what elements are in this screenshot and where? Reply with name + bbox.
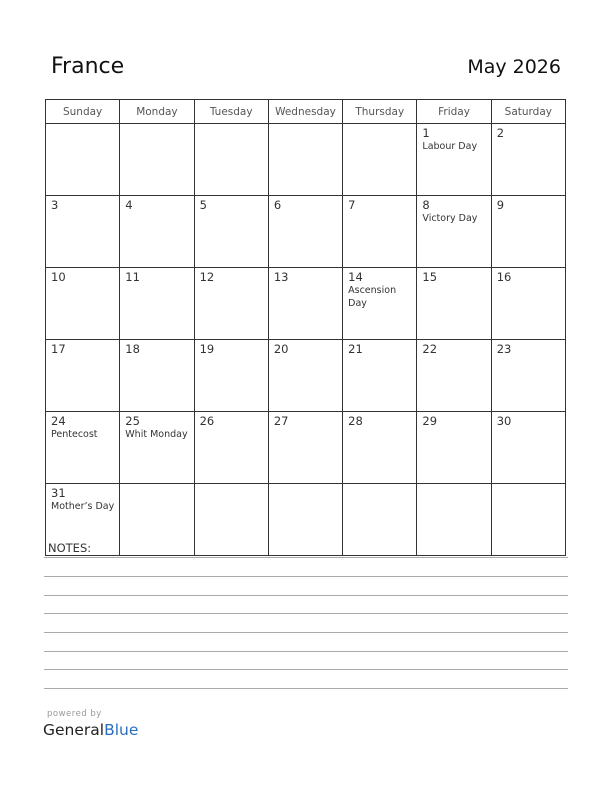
note-line: [44, 576, 568, 577]
holiday-label: Whit Monday: [125, 429, 188, 440]
day-number: 24: [51, 414, 66, 428]
day-number: 5: [199, 198, 207, 212]
day-number: 3: [51, 198, 59, 212]
calendar-day-cell: [343, 268, 417, 340]
calendar-empty-cell: [194, 484, 268, 556]
day-number: 11: [125, 270, 140, 284]
calendar-day-cell: [46, 412, 120, 484]
calendar-day-cell: [194, 196, 268, 268]
day-number: 25: [125, 414, 140, 428]
calendar-day-cell: [343, 340, 417, 412]
day-number: 22: [422, 342, 438, 356]
calendar-day-cell: [343, 412, 417, 484]
note-line: [44, 613, 568, 614]
calendar-week-row: [46, 412, 566, 484]
calendar-day-cell: [46, 196, 120, 268]
weekday-tuesday: Tuesday: [194, 100, 268, 124]
calendar-grid: [45, 99, 566, 556]
country-title: France: [51, 54, 125, 79]
day-number: 10: [51, 270, 66, 284]
calendar-empty-cell: [268, 484, 342, 556]
day-number: 13: [273, 270, 289, 284]
holiday-label: Pentecost: [51, 429, 98, 440]
calendar-empty-cell: [343, 124, 417, 196]
weekday-sunday: Sunday: [46, 100, 120, 124]
note-line: [44, 557, 568, 558]
calendar-day-cell: [268, 340, 342, 412]
calendar-empty-cell: [120, 124, 194, 196]
calendar-day-cell: [46, 340, 120, 412]
calendar-day-cell: [120, 196, 194, 268]
calendar-day-cell: [417, 268, 491, 340]
day-number: 27: [273, 414, 289, 428]
day-number: 17: [51, 342, 66, 356]
day-number: 26: [199, 414, 215, 428]
calendar-empty-cell: [343, 484, 417, 556]
calendar-empty-cell: [268, 124, 342, 196]
brand-general: General: [43, 721, 105, 739]
day-number: 21: [348, 342, 363, 356]
notes-label: NOTES:: [48, 541, 92, 555]
holiday-label: Victory Day: [422, 213, 478, 224]
calendar-day-cell: [417, 412, 491, 484]
day-number: 9: [496, 198, 505, 212]
brand-logo: [43, 721, 138, 739]
day-number: 31: [51, 486, 66, 500]
calendar-day-cell: [194, 340, 268, 412]
brand-blue: Blue: [104, 721, 139, 739]
calendar-day-cell: [194, 412, 268, 484]
day-number: 28: [348, 414, 363, 428]
weekday-wednesday: Wednesday: [268, 100, 342, 124]
day-number: 14: [348, 270, 363, 284]
calendar-day-cell: [491, 340, 565, 412]
day-number: 8: [422, 198, 430, 212]
calendar-day-cell: [120, 340, 194, 412]
day-number: 30: [496, 414, 512, 428]
calendar-week-row: [46, 196, 566, 268]
day-number: 29: [422, 414, 438, 428]
calendar-day-cell: [268, 268, 342, 340]
calendar-body: [46, 124, 566, 556]
day-number: 18: [125, 342, 140, 356]
calendar-week-row: [46, 484, 566, 556]
holiday-label: Mother’s Day: [51, 501, 115, 512]
calendar-day-cell: [268, 412, 342, 484]
day-number: 2: [496, 126, 505, 140]
calendar-day-cell: [194, 268, 268, 340]
note-line: [44, 651, 568, 652]
calendar-day-cell: [491, 124, 565, 196]
day-number: 19: [199, 342, 215, 356]
weekday-thursday: Thursday: [343, 100, 417, 124]
calendar-empty-cell: [417, 484, 491, 556]
holiday-label: Labour Day: [422, 141, 478, 152]
day-number: 12: [199, 270, 215, 284]
calendar-empty-cell: [194, 124, 268, 196]
calendar-week-row: [46, 340, 566, 412]
note-line: [44, 595, 568, 596]
calendar-day-cell: [491, 268, 565, 340]
powered-by-text: powered by: [47, 709, 102, 719]
weekday-friday: Friday: [417, 100, 491, 124]
calendar-week-row: [46, 268, 566, 340]
day-number: 23: [496, 342, 512, 356]
calendar-day-cell: [120, 412, 194, 484]
calendar-day-cell: [417, 340, 491, 412]
day-number: 7: [348, 198, 356, 212]
note-line: [44, 632, 568, 633]
calendar-week-row: [46, 124, 566, 196]
weekday-header-row: [46, 100, 566, 124]
day-number: 20: [273, 342, 289, 356]
day-number: 1: [422, 126, 430, 140]
calendar-day-cell: [268, 196, 342, 268]
calendar-day-cell: [417, 196, 491, 268]
calendar-day-cell: [343, 196, 417, 268]
calendar-empty-cell: [46, 124, 120, 196]
month-year-title: May 2026: [467, 56, 561, 78]
day-number: 6: [273, 198, 282, 212]
holiday-label: Ascension Day: [348, 285, 397, 309]
calendar-empty-cell: [120, 484, 194, 556]
calendar-day-cell: [120, 268, 194, 340]
weekday-monday: Monday: [120, 100, 194, 124]
calendar-empty-cell: [491, 484, 565, 556]
day-number: 4: [125, 198, 133, 212]
day-number: 16: [496, 270, 512, 284]
note-line: [44, 669, 568, 670]
note-line: [44, 688, 568, 689]
calendar-day-cell: [491, 412, 565, 484]
calendar-day-cell: [417, 124, 491, 196]
day-number: 15: [422, 270, 438, 284]
calendar-day-cell: [491, 196, 565, 268]
calendar-day-cell: [46, 268, 120, 340]
weekday-saturday: Saturday: [491, 100, 565, 124]
